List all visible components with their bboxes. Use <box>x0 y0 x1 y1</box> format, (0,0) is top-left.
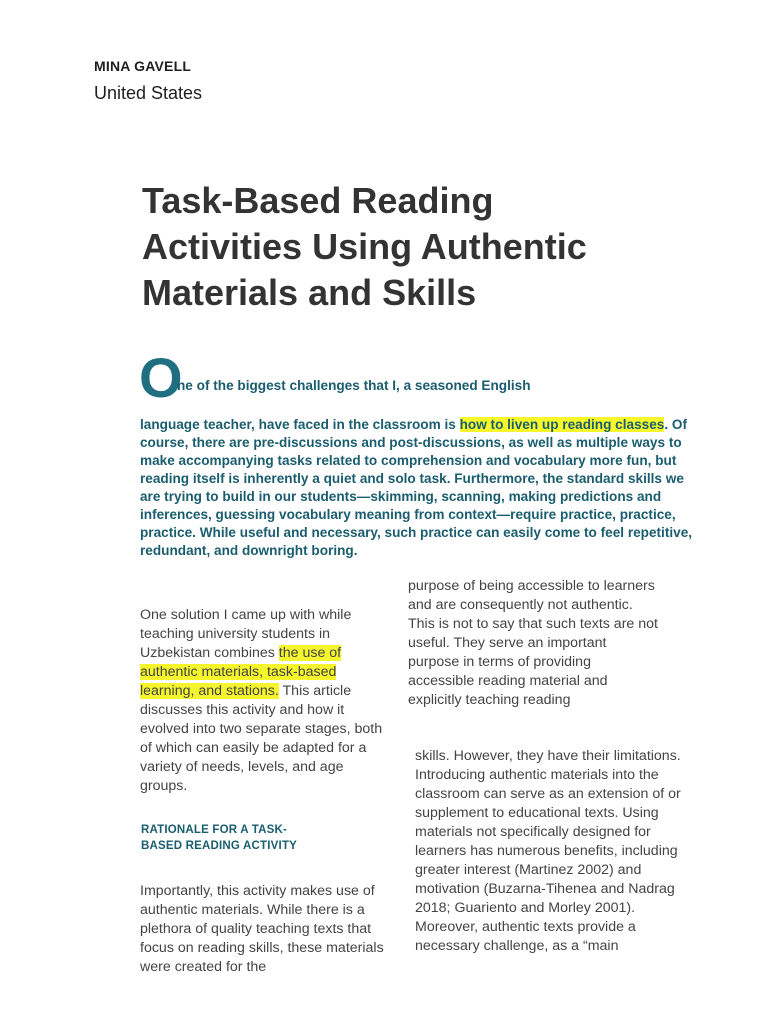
left-text-a: One solution I came up with while teaching university students in Uzbekistan combines <box>140 607 352 661</box>
intro-text-a: language teacher, have faced in the classroom is <box>140 417 460 432</box>
right-paragraph-1: purpose of being accessible to learners and are consequently not authentic. This is not to say that such texts are not useful. They serve an important purpose in terms of providing accessible reading material and explicitly teaching reading <box>408 578 658 708</box>
article-title: Task-Based Reading Activities Using Authentic Materials and Skills <box>142 180 587 313</box>
left-highlight: the use of authentic materials, task-based learning, and stations. <box>140 645 342 699</box>
intro-text-b: . Of course, there are pre-discussions and post-discussions, as well as multiple ways to make accompanying tasks related to comprehension and vocabulary more fun, but reading itself is inherently a quiet and solo task. Furthermore, the standard skills we are trying to build in our students—skimming, scanning, making predictions and inferences, guessing vocabulary meaning from context—require practice, practice, practice. While useful and necessary, such practice can easily come to feel repetitive, redundant, and downright boring. <box>140 417 693 558</box>
left-paragraph-2: Importantly, this activity makes use of authentic materials. While there is a plethora of quality teaching texts that focus on reading skills, these materials were created for the <box>140 883 384 975</box>
author-country: United States <box>94 83 203 103</box>
left-paragraph-1 <box>140 606 390 796</box>
drop-cap: O <box>139 346 183 409</box>
intro-highlight: how to liven up reading classes <box>459 417 665 432</box>
left-text-b: This article discusses this activity and how it evolved into two separate stages, both of which can easily be adapted for a variety of needs, levels, and age groups. <box>140 683 383 794</box>
intro-paragraph <box>140 416 700 560</box>
right-paragraph-2: skills. However, they have their limitations. Introducing authentic materials into the classroom can serve as an extension of or supplement to educational texts. Using materials not specifically designed for learners has numerous benefits, including greater interest (Martinez 2002) and motivation (Buzarna-Tihenea and Nadrag 2018; Guariento and Morley 2001). Moreover, authentic texts provide a necessary challenge, as a “main <box>415 748 681 954</box>
author-name: MINA GAVELL <box>94 58 192 74</box>
intro-first-line: ne of the biggest challenges that I, a seasoned English <box>177 378 531 393</box>
section-heading: RATIONALE FOR A TASK-BASED READING ACTIVITY <box>141 824 298 852</box>
